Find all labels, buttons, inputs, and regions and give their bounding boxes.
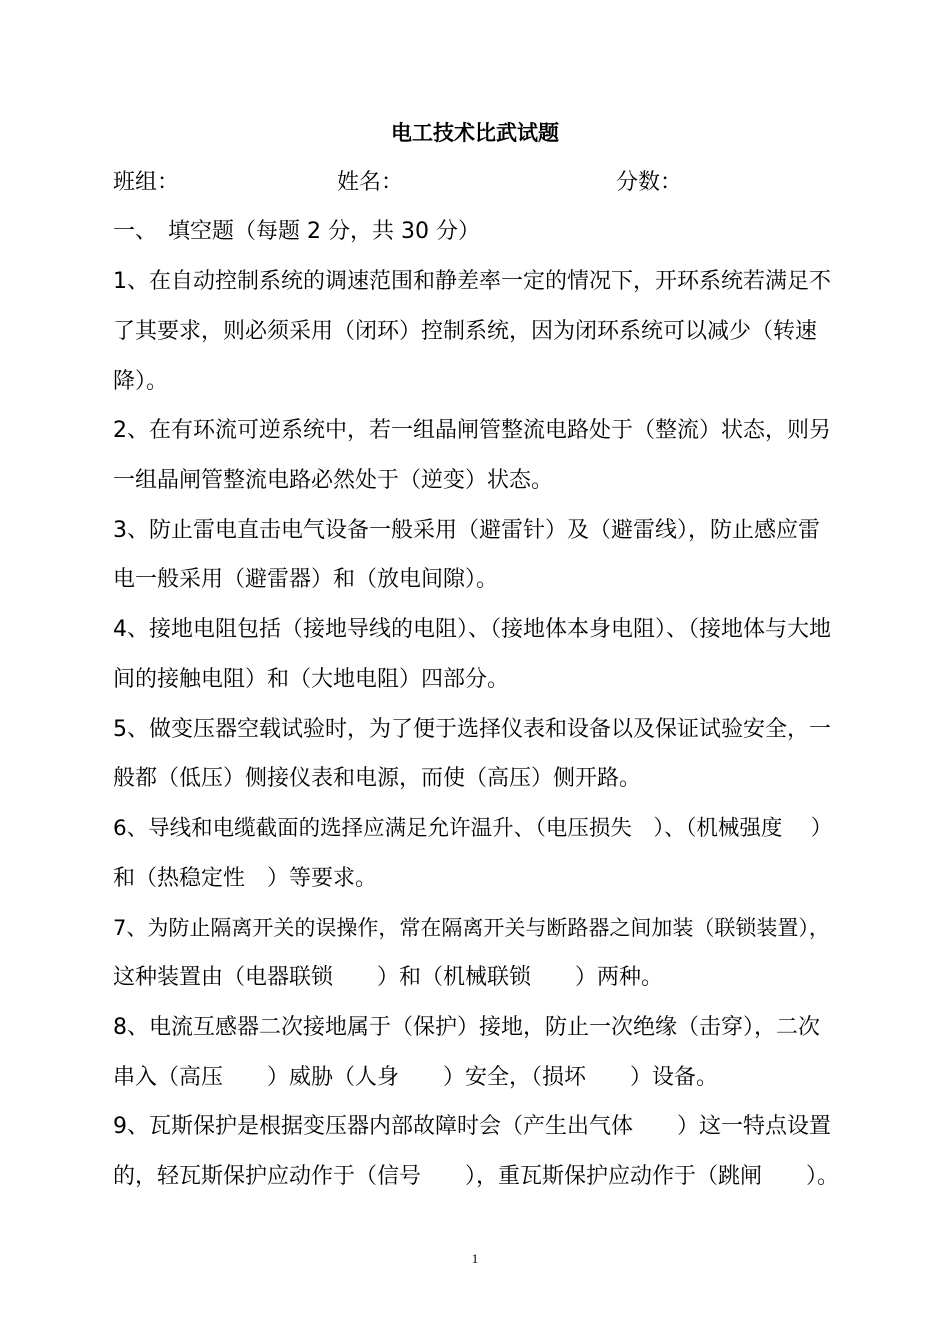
question-line: 一组晶闸管整流电路必然处于（逆变）状态。: [113, 468, 554, 493]
question-line: 3、防止雷电直击电气设备一般采用（避雷针）及（避雷线），防止感应雷: [113, 518, 820, 543]
question-line: 电一般采用（避雷器）和（放电间隙）。: [113, 567, 499, 592]
page-number: 1: [471, 1251, 479, 1266]
team-label: 班组：: [113, 170, 180, 195]
question-line: 的，轻瓦斯保护应动作于（信号 ），重瓦斯保护应动作于（跳闸 ）。: [113, 1164, 840, 1189]
page-title: 电工技术比武试题: [391, 121, 559, 145]
question-line: 1、在自动控制系统的调速范围和静差率一定的情况下，开环系统若满足不: [113, 269, 831, 294]
question-line: 和（热稳定性 ）等要求。: [113, 866, 378, 891]
question-line: 9、瓦斯保护是根据变压器内部故障时会（产生出气体 ）这一特点设置: [113, 1114, 831, 1139]
question-line: 7、为防止隔离开关的误操作，常在隔离开关与断路器之间加装（联锁装置），: [113, 916, 830, 940]
question-line: 串入（高压 ）威胁（人身 ）安全，（损坏 ）设备。: [113, 1065, 719, 1090]
question-line: 般都（低压）侧接仪表和电源，而使（高压）侧开路。: [113, 766, 642, 791]
question-line: 8、电流互感器二次接地属于（保护）接地，防止一次绝缘（击穿），二次: [113, 1015, 820, 1040]
section-heading: 一、 填空题（每题 2 分，共 30 分）: [113, 219, 480, 244]
question-line: 2、在有环流可逆系统中，若一组晶闸管整流电路处于（整流）状态，则另: [113, 418, 831, 443]
question-line: 了其要求，则必须采用（闭环）控制系统，因为闭环系统可以减少（转速: [113, 319, 818, 344]
question-line: 这种装置由（电器联锁 ）和（机械联锁 ）两种。: [113, 965, 664, 990]
info-row: [113, 166, 837, 200]
question-line: 4、接地电阻包括（接地导线的电阻）、（接地体本身电阻）、（接地体与大地: [113, 617, 831, 642]
score-label: 分数：: [616, 170, 683, 195]
question-line: 5、做变压器空载试验时，为了便于选择仪表和设备以及保证试验安全，一: [113, 717, 831, 742]
name-label: 姓名：: [337, 170, 404, 195]
question-line: 间的接触电阻）和（大地电阻）四部分。: [113, 667, 510, 692]
question-line: 6、导线和电缆截面的选择应满足允许温升、（电压损失 ）、（机械强度 ）: [113, 816, 833, 841]
question-line: 降）。: [113, 369, 169, 394]
